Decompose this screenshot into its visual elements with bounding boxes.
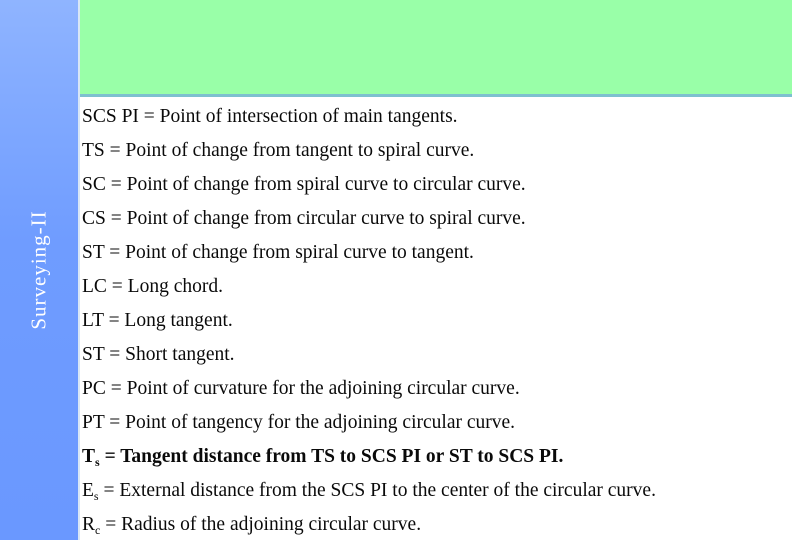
definition-item [82, 236, 474, 270]
definition-text: = Point of change from tangent to spiral curve. [104, 140, 475, 161]
definition-term: LC [82, 276, 107, 297]
definition-text: = Point of intersection of main tangents. [138, 106, 458, 127]
definition-term: PT [82, 412, 105, 433]
definition-term: TS [82, 140, 105, 161]
definition-text: = Long chord. [106, 276, 223, 297]
definition-term: E [82, 480, 94, 501]
definition-term: T [82, 446, 96, 467]
definition-item [82, 440, 563, 474]
definition-term: ST [82, 242, 105, 263]
sidebar [0, 0, 78, 540]
definition-term: ST [82, 344, 105, 365]
definition-item [82, 338, 235, 372]
definition-term: SCS PI [82, 106, 139, 127]
definition-text: = Short tangent. [104, 344, 235, 365]
definition-text: = Point of curvature for the adjoining circular curve. [105, 378, 520, 399]
definition-text: = Tangent distance from TS to SCS PI or ST to SCS PI. [99, 446, 564, 467]
definition-text: = Point of change from spiral curve to circular curve. [105, 174, 526, 195]
definition-text: = Radius of the adjoining circular curve. [100, 514, 422, 535]
definition-term: R [82, 514, 96, 535]
sidebar-title: Surveying-II [26, 210, 51, 330]
definition-text: = Point of tangency for the adjoining circular curve. [104, 412, 516, 433]
header-band [80, 0, 792, 94]
definition-item [82, 406, 515, 440]
definition-item [82, 134, 474, 168]
definition-subscript: c [95, 523, 101, 537]
definition-item [82, 474, 656, 508]
definition-term: CS [82, 208, 106, 229]
definition-item [82, 100, 458, 134]
definition-text: = Long tangent. [103, 310, 233, 331]
definition-item [82, 202, 526, 236]
definition-text: = External distance from the SCS PI to the center of the circular curve. [98, 480, 656, 501]
definition-term: PC [82, 378, 106, 399]
definition-subscript: s [93, 489, 99, 503]
definition-subscript: s [95, 455, 100, 469]
definition-item [82, 508, 421, 542]
definition-item [82, 372, 520, 406]
definition-item [82, 304, 233, 338]
definition-term: LT [82, 310, 104, 331]
definition-item [82, 270, 223, 304]
definition-text: = Point of change from spiral curve to tangent. [104, 242, 474, 263]
definition-text: = Point of change from circular curve to spiral curve. [105, 208, 526, 229]
definitions-list [82, 100, 790, 540]
definition-term: SC [82, 174, 106, 195]
header-rule [80, 94, 792, 97]
definition-item [82, 168, 526, 202]
